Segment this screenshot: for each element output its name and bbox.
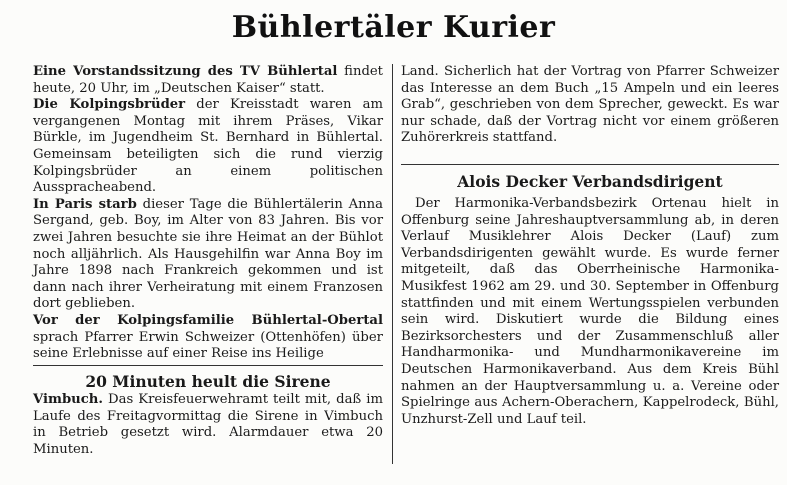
left-column <box>33 64 383 363</box>
section-rule <box>33 365 383 366</box>
notice-text: sprach Pfarrer Erwin Schweizer (Ottenhöfen) über seine Erlebnisse auf einer Reise ins Heilige <box>33 329 383 362</box>
notice-lead: Eine Vorstandssitzung des TV Bühlertal <box>33 64 338 79</box>
article-body: Der Harmonika-Verbandsbezirk Ortenau hielt in Offenburg seine Jahreshauptversammlung ab, in deren Verlauf Musiklehrer Alois Decker (Lauf) zum Verbandsdirigenten gewählt wurde. Es wurde ferner mitgeteilt, daß das Oberrheinische Harmonika-Musikfest 1962 am 29. und 30. September in Offenburg stattfinden und mit einem Wertungsspielen verbunden sein wird. Diskutiert wurde die Bildung eines Bezirksorchesters und der Zusammenschluß aller Handharmonika- und Mundharmonikavereine im Deutschen Harmonikaverband. Aus dem Kreis Bühl nahmen an der Hauptversammlung u. a. Vereine oder Spielringe aus Achern-Oberachern, Kappelrodeck, Bühl, Unzhurst-Zell und Lauf teil. <box>401 196 779 427</box>
masthead-title: Bühlertäler Kurier <box>231 10 556 45</box>
decker-article <box>401 172 779 428</box>
article-body <box>33 392 383 458</box>
notice-lead: In Paris starb <box>33 196 137 212</box>
article-headline: Alois Decker Verbandsdirigent <box>457 172 723 191</box>
article-dateline: Vimbuch. <box>33 392 103 407</box>
notice-paris <box>33 197 383 313</box>
sirene-article <box>33 372 383 458</box>
right-column <box>401 64 779 147</box>
notice-text: dieser Tage die Bühlertälerin Anna Sergand, geb. Boy, im Alter von 83 Jahren. Bis vor zwei Jahren besuchte sie ihre Heimat an der Bühlot noch alljährlich. Als Hausgehilfin war Anna Boy im Jahre 1898 nach Frankreich gekommen und ist dann nach ihrer Verheiratung mit einem Franzosen dort geblieben. <box>33 196 383 312</box>
article-text: Das Kreisfeuerwehramt teilt mit, daß im Laufe des Freitagvormittag die Sirene in Vimbuch in Betrieb gesetzt wird. Alarmdauer etwa 20 Minuten. <box>33 392 383 457</box>
notice-text: findet heute, 20 Uhr, im „Deutschen Kaiser“ statt. <box>33 64 383 96</box>
notice-tv-buehlertal <box>33 64 383 97</box>
notice-kolpingsfamilie <box>33 313 383 363</box>
article-headline: 20 Minuten heult die Sirene <box>85 372 331 391</box>
notice-lead: Die Kolpingsbrüder <box>33 97 186 113</box>
column-divider <box>392 64 393 464</box>
section-rule <box>401 164 779 165</box>
notice-lead: Vor der Kolpingsfamilie Bühlertal-Obertal <box>33 312 383 328</box>
notice-kolpingsbrueder <box>33 97 383 197</box>
notice-text: der Kreisstadt waren am vergangenen Montag mit ihrem Präses, Vikar Bürkle, im Jugendheim St. Bernhard in Bühlertal. Gemeinsam beteiligten sich die rund vierzig Kolpingsbrüder an einem politischen Ausspracheabend. <box>33 97 383 196</box>
continuation-paragraph: Land. Sicherlich hat der Vortrag von Pfarrer Schweizer das Interesse an dem Buch „15 Ampeln und ein leeres Grab“, geschrieben von dem Sprecher, geweckt. Es war nur schade, daß der Vortrag nicht vor einem größeren Zuhörerkreis stattfand. <box>401 64 779 146</box>
